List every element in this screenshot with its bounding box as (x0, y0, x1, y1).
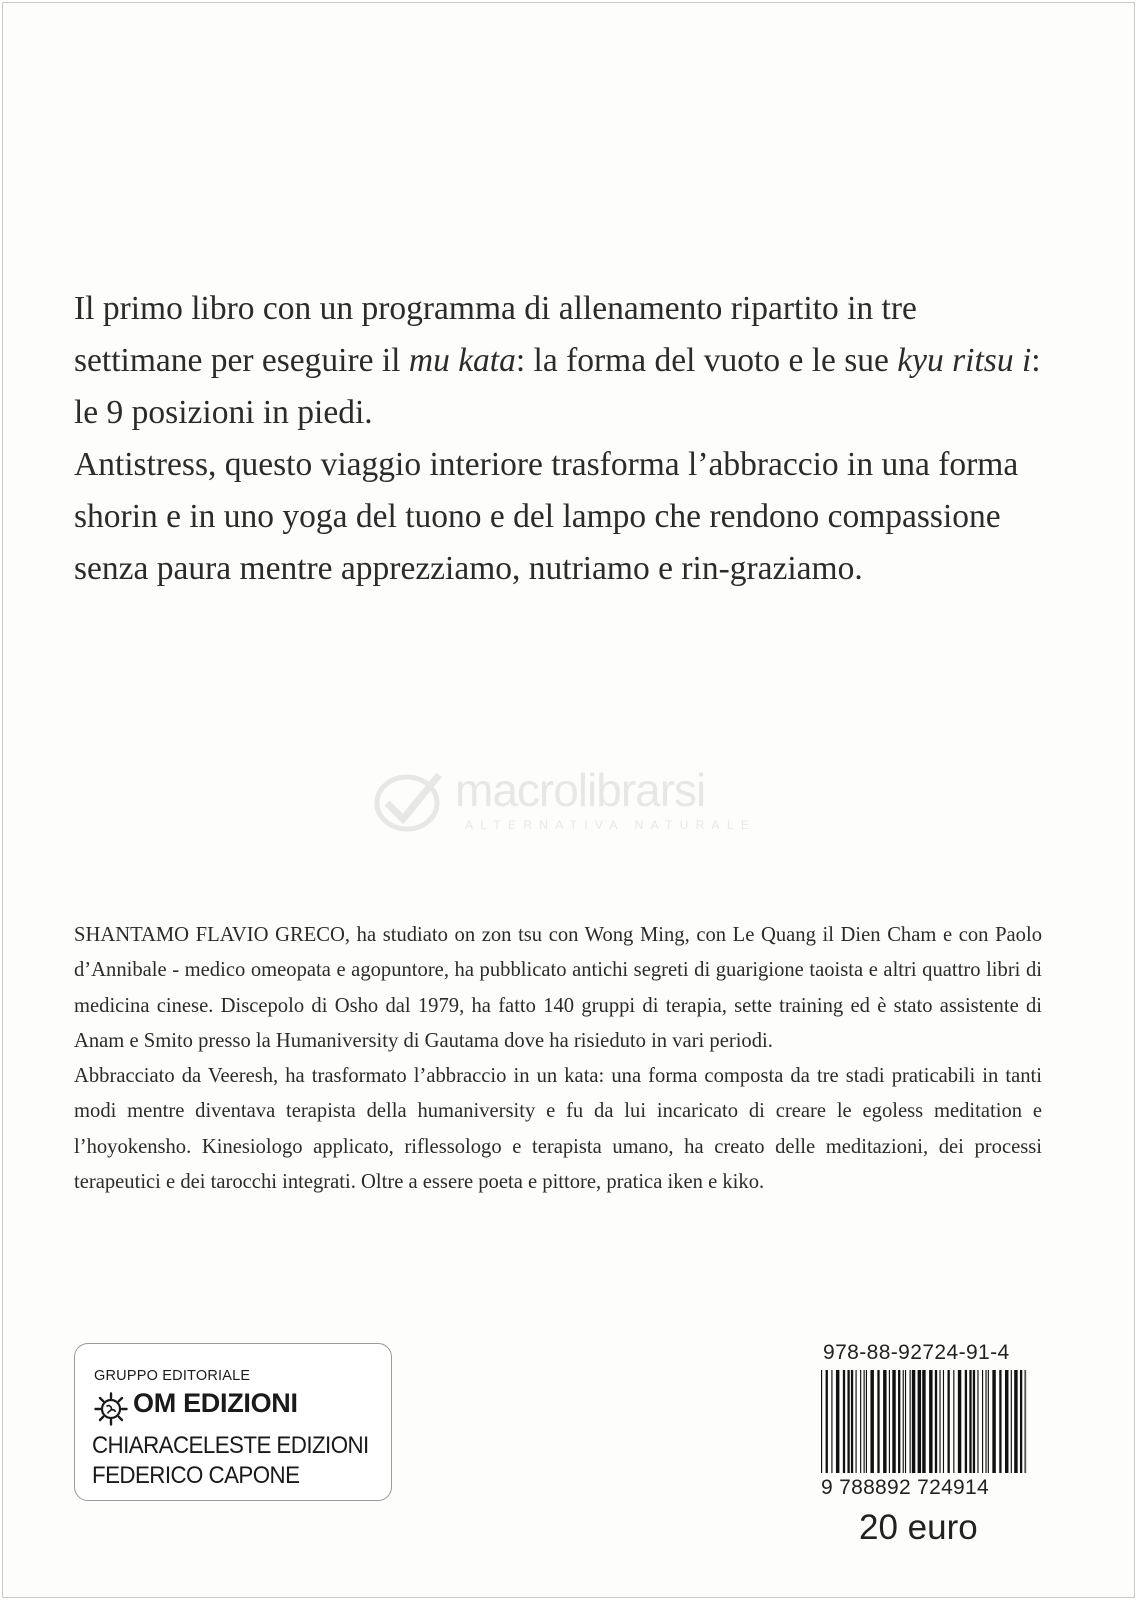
publisher-imprint-1: CHIARACELESTE EDIZIONI (92, 1432, 369, 1459)
barcode-bar (929, 1370, 932, 1473)
barcode-bar (988, 1370, 989, 1473)
publisher-group-label: GRUPPO EDITORIALE (94, 1368, 251, 1384)
price: 20 euro (859, 1508, 978, 1547)
publisher-name: OM EDIZIONI (133, 1388, 298, 1418)
barcode-bar (892, 1370, 895, 1473)
barcode-bar (864, 1370, 865, 1473)
barcode-bar (922, 1370, 925, 1473)
barcode-bar (870, 1370, 873, 1473)
barcode-bar (977, 1370, 978, 1473)
author-bio (74, 918, 1042, 1200)
barcode-bar (912, 1370, 915, 1473)
leaf-check-icon (373, 769, 443, 833)
om-sun-icon (94, 1392, 128, 1426)
barcode-bar (969, 1370, 971, 1473)
barcode-bar (965, 1370, 967, 1473)
barcode-bar (826, 1370, 828, 1473)
barcode-bar (918, 1370, 921, 1473)
barcode-bar (1025, 1370, 1026, 1473)
barcode-bar (1020, 1370, 1022, 1473)
barcode-bar (982, 1370, 983, 1473)
blurb-paragraph-2: Antistress, questo viaggio interiore trasforma l’abbraccio in una forma shorin e in uno yoga del tuono e del lampo che rendono compassione senza paura mentre apprezziamo, nutriamo e rin-graziamo. (74, 446, 1019, 587)
watermark (373, 763, 773, 843)
barcode-bar (1014, 1370, 1017, 1473)
barcode-bar (958, 1370, 961, 1473)
barcode-bar (843, 1370, 845, 1473)
watermark-tagline: ALTERNATIVA NATURALE (465, 818, 757, 832)
barcode-bar (903, 1370, 904, 1473)
publisher-box (74, 1343, 392, 1501)
barcode-bar (866, 1370, 867, 1473)
barcode-bar (985, 1370, 986, 1473)
barcode-bar (992, 1370, 995, 1473)
barcode-bar (898, 1370, 900, 1473)
barcode-digits: 9 788892 724914 (821, 1476, 989, 1499)
bio-paragraph-1: SHANTAMO FLAVIO GRECO, ha studiato on zon tsu con Wong Ming, con Le Quang il Dien Cham e con Paolo d’Annibale - medico omeopata e agopuntore, ha pubblicato antichi segreti di guarigione taoista e altri quattro libri di medicina cinese. Discepolo di Osho dal 1979, ha fatto 140 gruppi di terapia, sette training ed è stato assistente di Anam e Smito presso la Humaniversity di Gautama dove ha risieduto in vari periodi. (74, 924, 1042, 1052)
barcode-bar (1011, 1370, 1012, 1473)
blurb-paragraph-1: Il primo libro con un programma di allenamento ripartito in tre settimane per eseguire il mu kata: la forma del vuoto e le sue kyu ritsu i: le 9 posizioni in piedi. (74, 290, 1041, 431)
publisher-imprint-2: FEDERICO CAPONE (92, 1462, 300, 1489)
barcode-bar (935, 1370, 937, 1473)
barcode-bar (905, 1370, 906, 1473)
barcode-bar (939, 1370, 940, 1473)
barcode-bar (889, 1370, 890, 1473)
book-back-cover (2, 2, 1135, 1598)
isbn-number: 978-88-92724-91-4 (823, 1341, 1010, 1364)
barcode-bar (883, 1370, 886, 1473)
barcode (821, 1370, 1027, 1473)
barcode-bar (856, 1370, 857, 1473)
barcode-bar (877, 1370, 879, 1473)
barcode-bar (943, 1370, 944, 1473)
barcode-bar (910, 1370, 911, 1473)
barcode-bar (821, 1370, 822, 1473)
barcode-bar (999, 1370, 1001, 1473)
barcode-bar (847, 1370, 849, 1473)
bio-paragraph-2: Abbracciato da Veeresh, ha trasformato l’abbraccio in un kata: una forma composta da tre stadi praticabili in tanti modi mentre diventava terapista della humaniversity e fu da lui incaricato di creare le egoless meditation e l’hoyokensho. Kinesiologo applicato, riflessologo e terapista umano, ha creato delle meditazioni, dei processi terapeutici e dei tarocchi integrati. Oltre a essere poeta e pittore, pratica iken e kiko. (74, 1065, 1042, 1194)
barcode-bar (953, 1370, 954, 1473)
barcode-bar (948, 1370, 950, 1473)
barcode-bar (860, 1370, 861, 1473)
barcode-bar (973, 1370, 975, 1473)
barcode-bar (1005, 1370, 1008, 1473)
watermark-name: macrolibrarsi (455, 764, 706, 816)
barcode-bar (831, 1370, 832, 1473)
blurb-text (74, 283, 1044, 595)
barcode-bar (851, 1370, 853, 1473)
barcode-bar (836, 1370, 839, 1473)
